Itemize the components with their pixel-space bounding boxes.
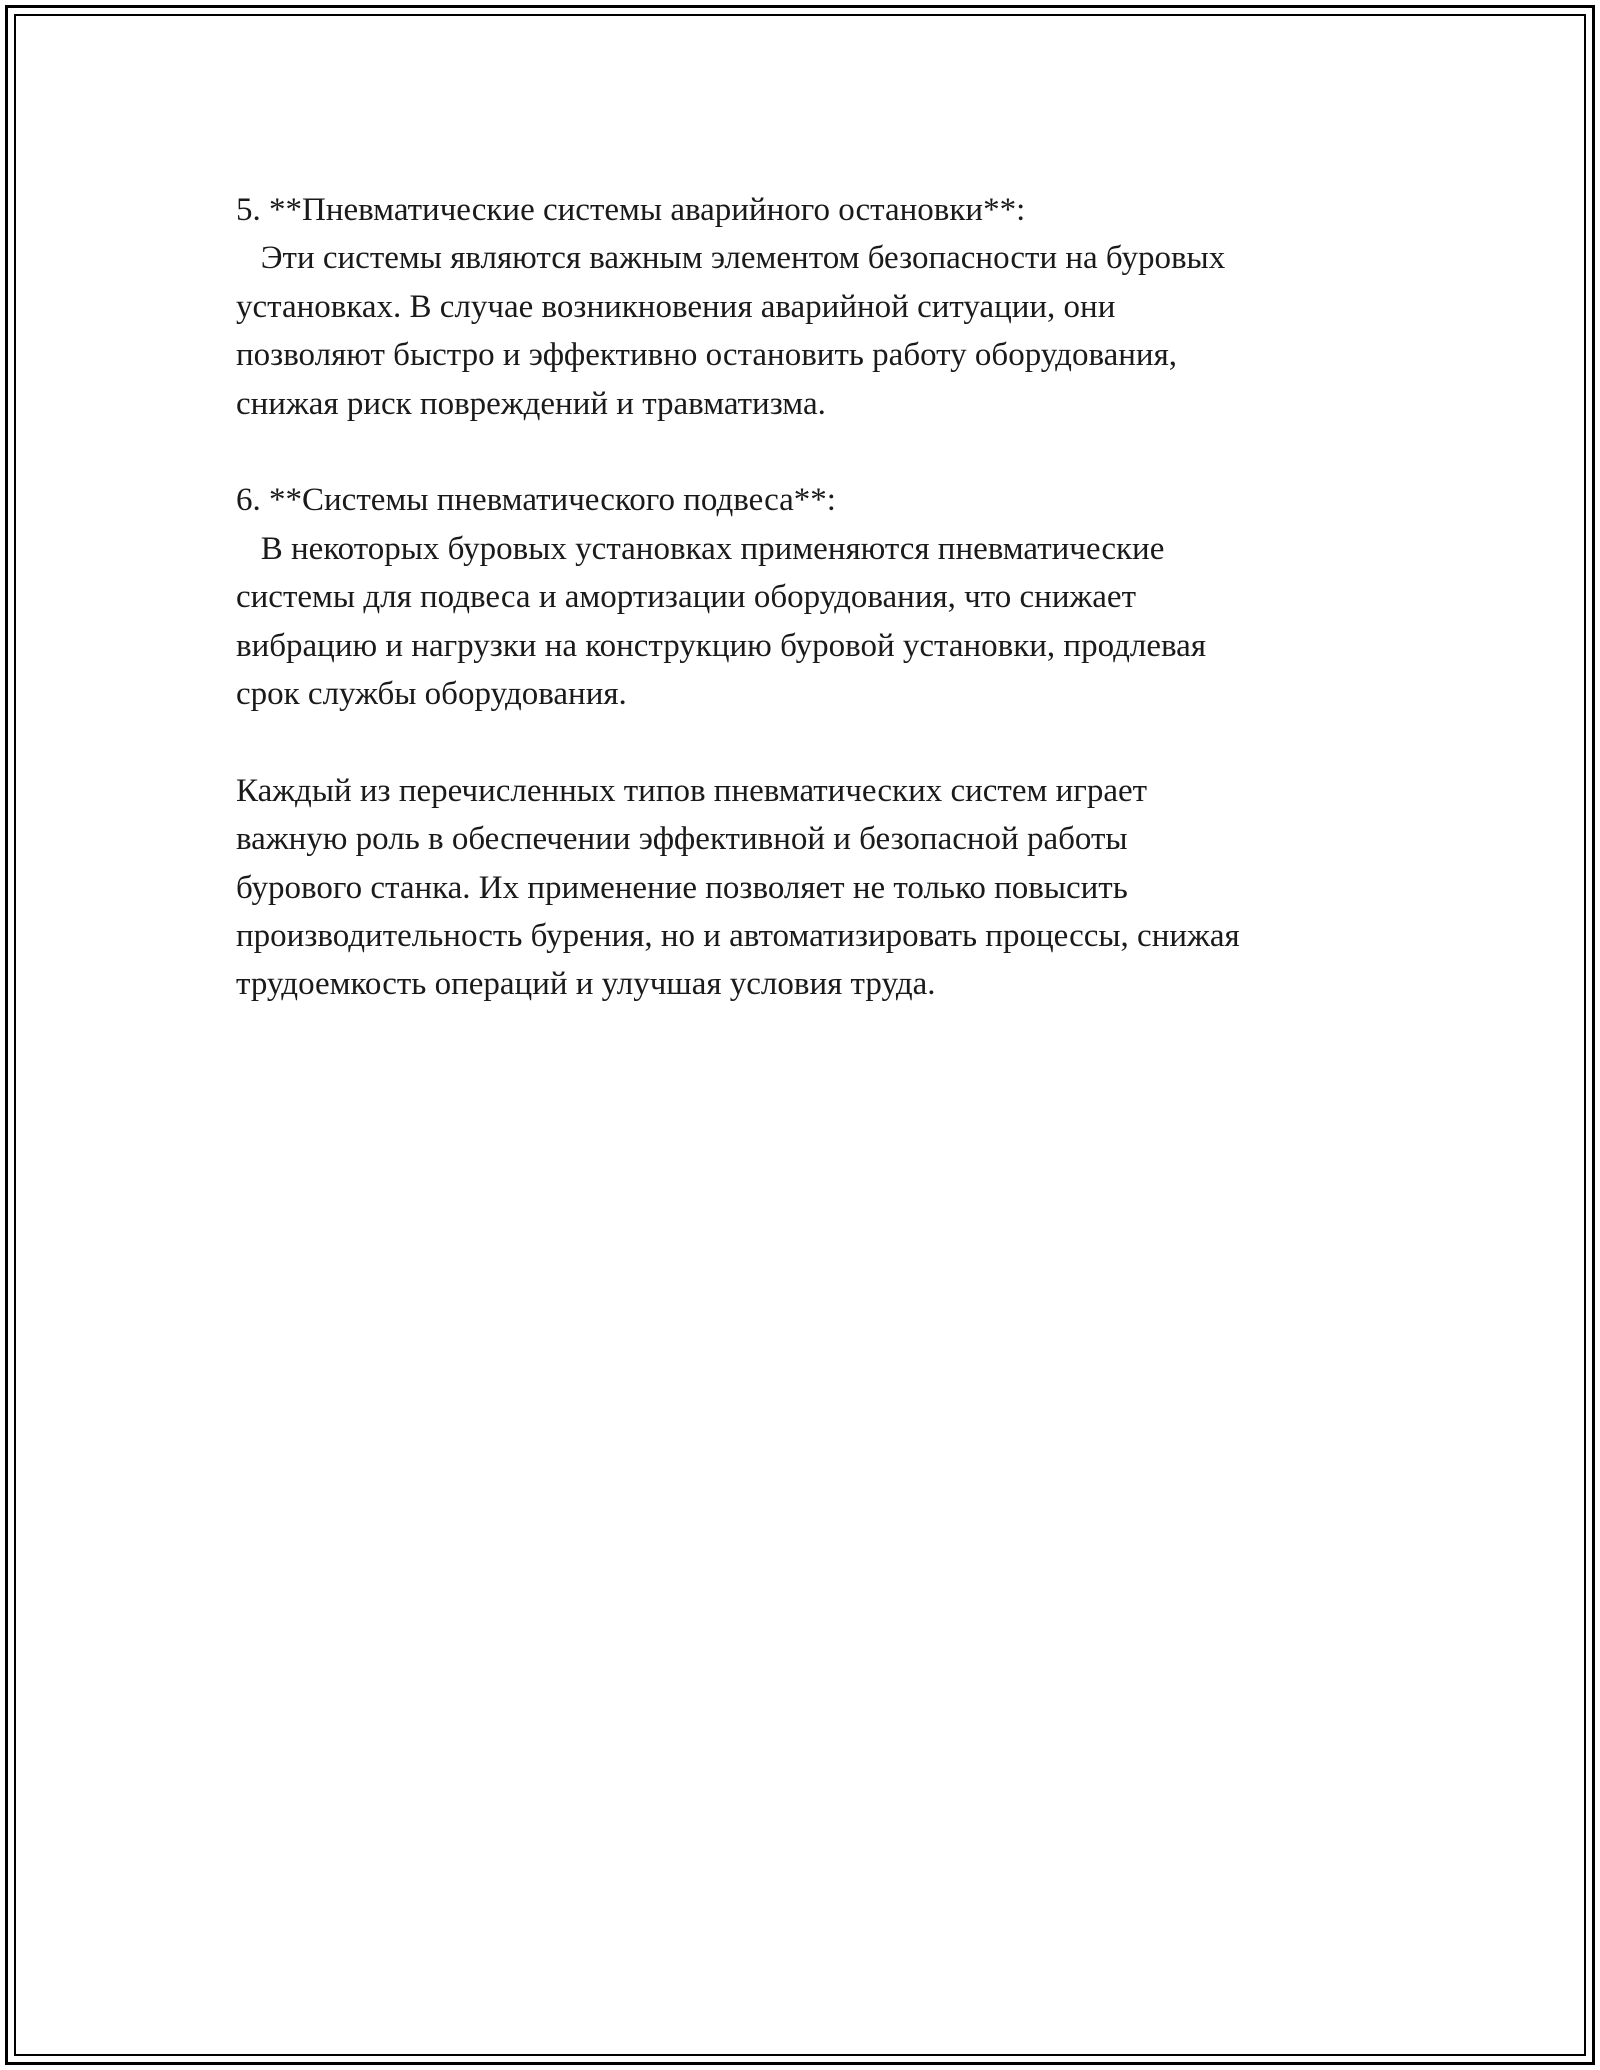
paragraph-line: В некоторых буровых установках применяются пневматические xyxy=(236,530,1165,567)
paragraph-line: важную роль в обеспечении эффективной и безопасной работы xyxy=(236,821,1128,858)
paragraph-spacer xyxy=(236,428,1376,476)
paragraph-line: снижая риск повреждений и травматизма. xyxy=(236,385,826,422)
paragraph-line: Эти системы являются важным элементом безопасности на буровых xyxy=(236,240,1226,277)
paragraph-line: Каждый из перечисленных типов пневматических систем играет xyxy=(236,772,1148,809)
section-emergency-stop-systems xyxy=(236,186,1376,428)
paragraph-line: системы для подвеса и амортизации оборудования, что снижает xyxy=(236,579,1136,616)
section-suspension-systems xyxy=(236,476,1376,718)
paragraph-line: позволяют быстро и эффективно остановить работу оборудования, xyxy=(236,337,1178,374)
paragraph-line: установках. В случае возникновения аварийной ситуации, они xyxy=(236,288,1116,325)
paragraph-line: бурового станка. Их применение позволяет не только повысить xyxy=(236,869,1128,906)
section-heading: 6. **Системы пневматического подвеса**: xyxy=(236,482,836,519)
paragraph-line: производительность бурения, но и автоматизировать процессы, снижая xyxy=(236,918,1240,955)
section-heading: 5. **Пневматические системы аварийного остановки**: xyxy=(236,192,1026,228)
paragraph-line: вибрацию и нагрузки на конструкцию буровой установки, продлевая xyxy=(236,627,1207,664)
section-conclusion xyxy=(236,767,1376,1009)
document-body xyxy=(236,186,1376,1009)
paragraph-line: срок службы оборудования. xyxy=(236,676,627,713)
paragraph-line: трудоемкость операций и улучшая условия труда. xyxy=(236,966,936,1003)
paragraph-spacer xyxy=(236,718,1376,766)
